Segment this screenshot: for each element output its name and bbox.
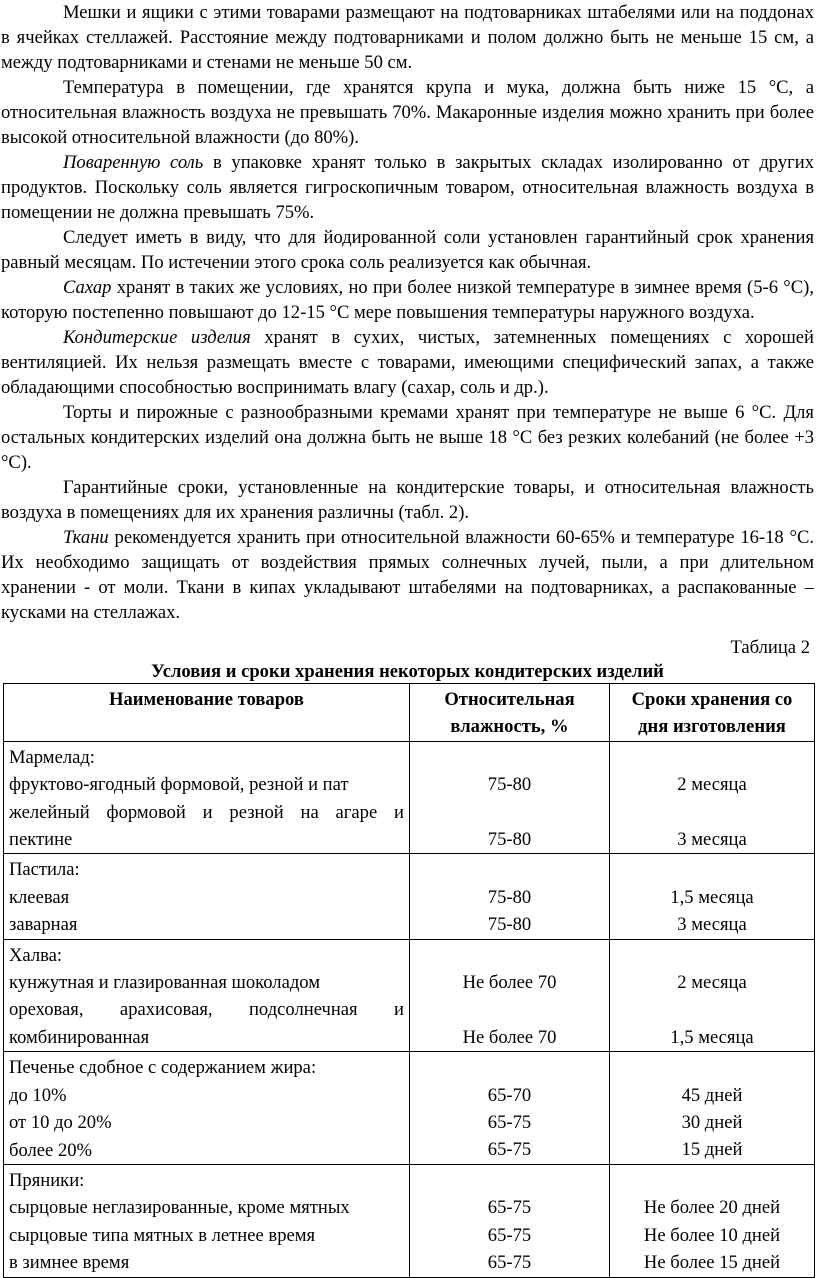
item-humidity: Не более 70 xyxy=(462,972,557,994)
item-name: в зимнее время xyxy=(9,1252,130,1274)
item-name: сырцовые типа мятных в летнее время xyxy=(9,1224,316,1246)
paragraph-text: рекомендуется хранить при относительной влажности 60-65% и температуре 16-18 °С. Их необходимо защищать от воздействия прямых солнечных лучей, пыли, а при длительном хранении - от моли. Ткани в кипах укладывают штабелями на подтоварниках, а распакованные – кусками на стеллажах. xyxy=(1,527,814,623)
blank-line xyxy=(615,996,809,1023)
paragraph-lead: Ткани xyxy=(63,527,109,548)
blank-line xyxy=(615,1054,809,1081)
group-title: Пряники: xyxy=(9,1169,85,1191)
item-name: до 10% xyxy=(9,1084,67,1106)
paragraph xyxy=(1,325,814,400)
item-humidity: 65-75 xyxy=(487,1197,532,1219)
paragraph-text: Торты и пирожные с разнообразными кремами хранят при температуре не выше 6 °С. Для остальных кондитерских изделий она должна быть не выше 18 °С без резких колебаний (не более +3 °С). xyxy=(1,402,814,473)
blank-line xyxy=(415,996,604,1023)
group-title: Печенье сдобное с содержанием жира: xyxy=(9,1057,317,1079)
cell-name xyxy=(4,1164,410,1277)
paragraph-text: хранят в таких же условиях, но при более низкой температуре в зимнее время (5-6 °С), которую постепенно повышают до 12-15 °С мере повышения температуры наружного воздуха. xyxy=(1,277,814,323)
blank-line xyxy=(615,799,809,826)
cell-humidity xyxy=(410,1052,610,1165)
paragraph-text: Следует иметь в виду, что для йодированной соли установлен гарантийный срок хранения равный месяцам. По истечении этого срока соль реализуется как обычная. xyxy=(1,227,814,273)
paragraph xyxy=(1,225,814,275)
table-row xyxy=(4,854,815,939)
item-name: заварная xyxy=(9,914,78,936)
blank-line xyxy=(415,856,604,883)
paragraph-lead: Кондитерские изделия xyxy=(63,327,251,348)
table-row xyxy=(4,1164,815,1277)
paragraph xyxy=(1,525,814,625)
paragraph-lead: Поваренную соль xyxy=(63,152,204,173)
paragraph xyxy=(1,75,814,150)
cell-name xyxy=(4,939,410,1052)
blank-line xyxy=(415,799,604,826)
group-title: Мармелад: xyxy=(9,746,95,768)
cell-name xyxy=(4,854,410,939)
item-name: ореховая, арахисовая, подсолнечная и xyxy=(9,999,404,1021)
blank-line xyxy=(415,744,604,771)
cell-name xyxy=(4,741,410,854)
item-name: более 20% xyxy=(9,1139,93,1161)
item-humidity: 75-80 xyxy=(487,774,532,796)
item-term: 1,5 месяца xyxy=(670,1026,754,1048)
table-row xyxy=(4,939,815,1052)
item-term: Не более 15 дней xyxy=(643,1252,781,1274)
cell-term xyxy=(610,854,815,939)
cell-term xyxy=(610,741,815,854)
cell-term xyxy=(610,1052,815,1165)
item-name: от 10 до 20% xyxy=(9,1112,112,1134)
paragraph xyxy=(1,275,814,325)
blank-line xyxy=(415,1054,604,1081)
paragraph-text: в упаковке хранят только в закрытых складах изолированно от других продуктов. Поскольку соль является гигроскопичным товаром, относительная влажность воздуха в помещении не должна превышать 75%. xyxy=(1,152,814,223)
table-row xyxy=(4,1052,815,1165)
blank-line xyxy=(415,942,604,969)
item-name: фруктово-ягодный формовой, резной и пат xyxy=(9,774,349,796)
blank-line xyxy=(615,942,809,969)
item-name: кунжутная и глазированная шоколадом xyxy=(9,972,320,994)
item-term: 30 дней xyxy=(681,1112,743,1134)
item-term: Не более 10 дней xyxy=(643,1224,781,1246)
table-title: Условия и сроки хранения некоторых кондитерских изделий xyxy=(151,661,664,682)
body-text xyxy=(1,0,814,625)
blank-line xyxy=(615,856,809,883)
item-humidity: 65-75 xyxy=(487,1112,532,1134)
item-term: 15 дней xyxy=(681,1139,743,1161)
item-term: 1,5 месяца xyxy=(670,886,754,908)
paragraph xyxy=(1,400,814,475)
item-term: 2 месяца xyxy=(677,972,747,994)
item-humidity: 75-80 xyxy=(487,886,532,908)
blank-line xyxy=(415,1167,604,1194)
group-title: Халва: xyxy=(9,944,63,966)
item-term: 3 месяца xyxy=(677,829,747,850)
paragraph xyxy=(1,0,814,75)
cell-humidity xyxy=(410,741,610,854)
paragraph xyxy=(1,475,814,525)
cell-term xyxy=(610,939,815,1052)
item-name: сырцовые неглазированные, кроме мятных xyxy=(9,1197,350,1219)
item-humidity: 65-70 xyxy=(487,1084,532,1106)
item-name: клеевая xyxy=(9,886,70,908)
header-term: Сроки хранения со дня изготовления xyxy=(610,684,815,742)
item-term: 2 месяца xyxy=(677,774,747,796)
blank-line xyxy=(615,1167,809,1194)
paragraph xyxy=(1,150,814,225)
header-humidity: Относительная влажность, % xyxy=(410,684,610,742)
header-name: Наименование товаров xyxy=(4,684,410,742)
cell-term xyxy=(610,1164,815,1277)
item-name: комбинированная xyxy=(9,1026,150,1048)
item-term: Не более 20 дней xyxy=(643,1197,781,1219)
item-name: желейный формовой и резной на агаре и xyxy=(9,801,404,823)
item-humidity: 65-75 xyxy=(487,1139,532,1161)
storage-table xyxy=(3,683,815,1278)
table-row xyxy=(4,741,815,854)
cell-name xyxy=(4,1052,410,1165)
paragraph-text: хранят в сухих, чистых, затемненных помещениях с хорошей вентиляцией. Их нельзя размещать вместе с товарами, имеющими специфический запах, а также обладающими способностью воспринимать влагу (сахар, соль и др.). xyxy=(1,327,815,398)
group-title: Пастила: xyxy=(9,859,80,881)
cell-humidity xyxy=(410,939,610,1052)
item-humidity: 65-75 xyxy=(487,1224,532,1246)
cell-humidity xyxy=(410,854,610,939)
table-header-row xyxy=(4,684,815,742)
paragraph-text: Гарантийные сроки, установленные на кондитерские товары, и относительная влажность воздуха в помещениях для их хранения различны (табл. 2). xyxy=(1,477,814,523)
item-humidity: 75-80 xyxy=(487,914,532,936)
item-humidity: 75-80 xyxy=(487,829,532,850)
item-term: 3 месяца xyxy=(677,914,747,936)
item-term: 45 дней xyxy=(681,1084,743,1106)
paragraph-text: Мешки и ящики с этими товарами размещают на подтоварниках штабелями или на поддонах в ячейках стеллажей. Расстояние между подтоварниками и полом должно быть не меньше 15 см, а между подтоварниками и стенами не меньше 50 см. xyxy=(1,2,814,73)
paragraph-text: Температура в помещении, где хранятся крупа и мука, должна быть ниже 15 °С, а относительная влажность воздуха не превышать 70%. Макаронные изделия можно хранить при более высокой относительной влажности (до 80%). xyxy=(1,77,814,148)
paragraph-lead: Сахар xyxy=(63,277,112,298)
item-humidity: 65-75 xyxy=(487,1252,532,1274)
cell-humidity xyxy=(410,1164,610,1277)
item-name: пектине xyxy=(9,829,73,851)
item-humidity: Не более 70 xyxy=(462,1026,557,1048)
blank-line xyxy=(615,744,809,771)
table-label: Таблица 2 xyxy=(730,637,810,658)
